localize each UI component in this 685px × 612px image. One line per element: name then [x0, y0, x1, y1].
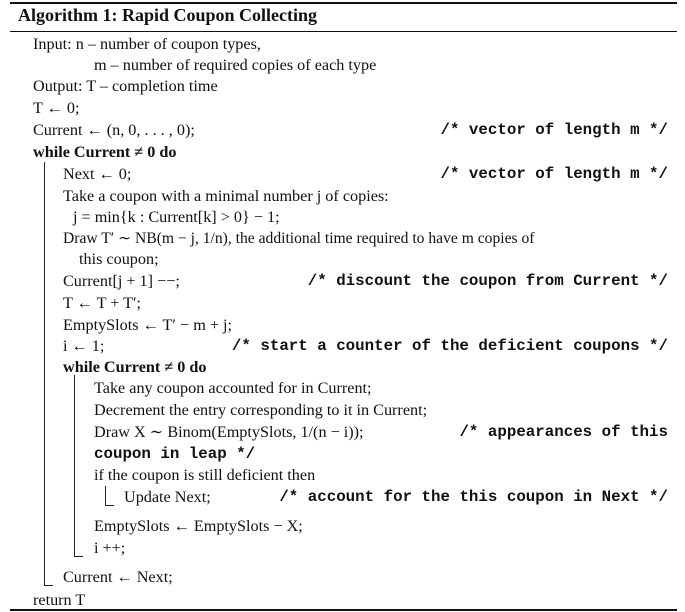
if-line: if the coupon is still deficient then — [94, 466, 316, 484]
inner-while-line: while Current ≠ 0 do — [63, 358, 207, 376]
emptyslots-init-line: EmptySlots ← T′ − m + j; — [63, 316, 233, 334]
init-current-line: Current ← (n, 0, . . . , 0); — [33, 121, 195, 139]
outer-while-block-end — [44, 585, 53, 586]
j-def-line: j = min{k : Current[k] > 0} − 1; — [73, 208, 280, 226]
init-t-line: T ← 0; — [33, 99, 80, 117]
bottom-rule — [10, 609, 677, 611]
i-inc-line: i ++; — [94, 539, 126, 557]
if-block-line — [105, 486, 106, 506]
current-next-line: Current ← Next; — [63, 568, 173, 586]
emptyslots-update-line: EmptySlots ← EmptySlots − X; — [94, 517, 303, 535]
next-init-comment: /* vector of length m */ — [440, 165, 668, 183]
draw-t-line-2: this coupon; — [79, 250, 159, 268]
update-next-comment: /* account for the this coupon in Next */ — [279, 488, 668, 506]
outer-while-block-line — [44, 162, 45, 586]
update-next-line: Update Next; — [124, 488, 211, 506]
draw-x-comment: /* appearances of this — [459, 423, 668, 441]
header-rule — [10, 31, 677, 32]
init-current-comment: /* vector of length m */ — [440, 121, 668, 139]
draw-x-line: Draw X ∼ Binom(EmptySlots, 1/(n − i)); — [94, 423, 364, 441]
t-update-line: T ← T + T′; — [63, 294, 142, 312]
if-block-end — [105, 505, 114, 506]
input-line-2: m – number of required copies of each type — [94, 56, 377, 74]
draw-t-line-1: Draw T′ ∼ NB(m − j, 1/n), the additional time required to have m copies of — [63, 230, 535, 247]
decrement-line: Decrement the entry corresponding to it in Current; — [94, 401, 428, 419]
take-coupon-line: Take a coupon with a minimal number j of copies: — [63, 187, 389, 205]
discount-line: Current[j + 1] −−; — [63, 272, 180, 290]
top-rule — [10, 2, 677, 4]
next-init-line: Next ← 0; — [63, 165, 132, 183]
input-line-1: Input: n – number of coupon types, — [33, 35, 261, 53]
outer-while-line: while Current ≠ 0 do — [33, 143, 177, 161]
algorithm-title: Algorithm 1: Rapid Coupon Collecting — [18, 5, 318, 25]
inner-while-block-end — [74, 556, 83, 557]
return-line: return T — [33, 591, 86, 609]
discount-comment: /* discount the coupon from Current */ — [307, 272, 668, 290]
i-init-comment: /* start a counter of the deficient coupons */ — [231, 337, 668, 355]
inner-while-block-line — [74, 375, 75, 557]
draw-x-comment-cont: coupon in leap */ — [94, 445, 256, 463]
i-init-line: i ← 1; — [63, 337, 105, 355]
take-any-line: Take any coupon accounted for in Current; — [94, 379, 372, 397]
output-line: Output: T – completion time — [33, 77, 218, 95]
